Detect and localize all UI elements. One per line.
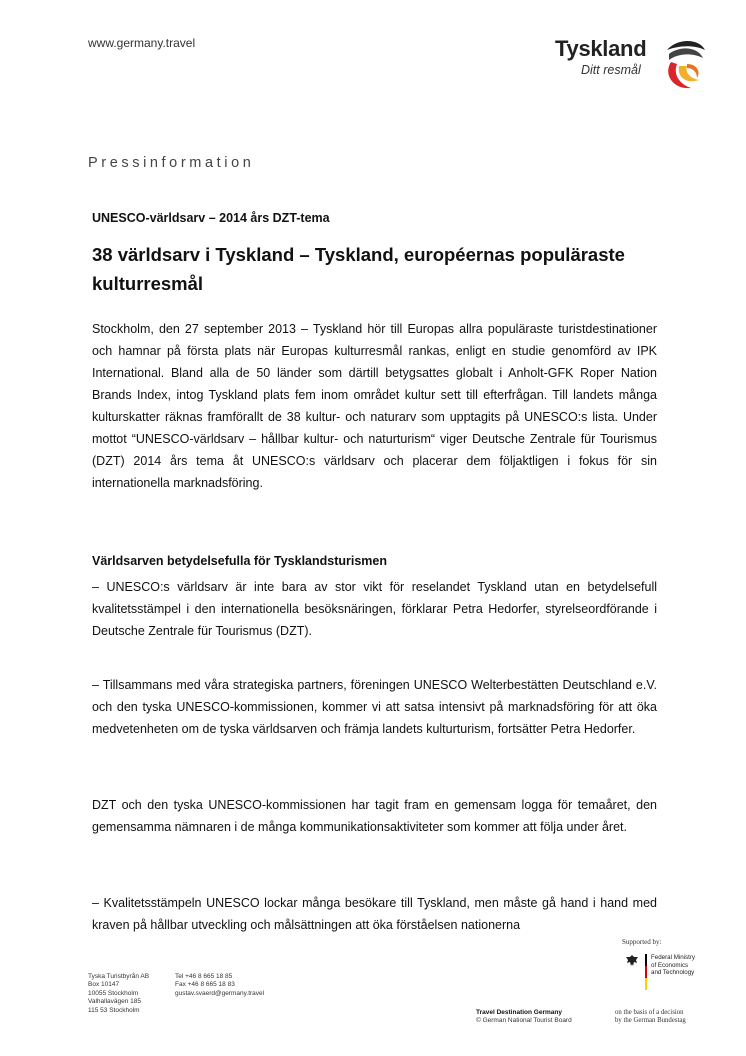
address-line: Box 10147 [88,981,120,989]
ministry-line: and Technology [651,969,695,977]
quote-paragraph-2: – Tillsammans med våra strategiska partners, föreningen UNESCO Welterbestätten Deutschland e.V. och den tyska UNESCO-kommissionen, kommer vi att satsa intensivt på marknadsföring för att öka medvetenheten om de tyska världsarven och främja landets kulturturism, fortsätter Petra Hedorfer. [92,678,657,736]
address-line: Valhallavägen 185 [88,998,142,1006]
ministry-name [651,954,695,977]
phone-line: Tel +46 8 665 18 85 [175,973,233,980]
press-information-label: Pressinformation [88,155,255,171]
quote-paragraph-1: – UNESCO:s världsarv är inte bara av stor vikt för reselandet Tyskland utan en betydelsefull kvalitetsstämpel i den internationella besöksnäringen, förklarar Petra Hedorfer, styrelseordförande i Deutsche Zentrale für Tourismus (DZT). [92,580,657,638]
supported-by-label: Supported by: [622,938,662,946]
german-flag-bar [645,954,647,990]
address-line: Tyska Turistbyrån AB [88,973,150,980]
dzt-paragraph: DZT och den tyska UNESCO-kommissionen har tagit fram en gemensam logga för temaåret, den gemensamma nämnaren i de många kommunikationsaktiviteter som kommer att följa under året. [92,798,657,834]
site-url[interactable]: www.germany.travel [88,36,196,50]
address-line: 115 53 Stockholm [88,1006,140,1014]
footer-tourist-board [476,1009,572,1025]
board-title: Travel Destination Germany [476,1009,562,1016]
quote-paragraph-3: – Kvalitetsstämpeln UNESCO lockar många besökare till Tyskland, men måste gå hand i hand med kraven på hållbar utveckling och målsättningen att öka förståelsen nationerna [92,896,657,932]
federal-eagle-icon [625,954,639,968]
article-headline: 38 världsarv i Tyskland – Tyskland, européernas populäraste kulturresmål [92,244,625,294]
ministry-line: Federal Ministry [651,954,696,961]
ministry-line: of Economics [651,961,689,969]
footer-address [88,973,149,1015]
federal-ministry-logo [625,952,715,992]
footer-bundestag-note [615,1009,686,1025]
address-line: 10055 Stockholm [88,989,139,997]
logo-title: Tyskland [555,36,647,61]
tyskland-logo [555,36,711,92]
article-kicker: UNESCO-världsarv – 2014 års DZT-tema [92,211,330,225]
tyskland-logo-swirl-icon [657,36,709,92]
logo-subtitle: Ditt resmål [581,63,641,77]
lead-paragraph: Stockholm, den 27 september 2013 – Tyskland hör till Europas allra populäraste turistdestinationer och hamnar på första plats när Europas kulturresmål rankas, enligt en studie genomförd av IPK International. Bland alla de 50 länder som därtill betygsattes globalt i Anholt-GFK Roper Nation Brands Index, intog Tyskland plats fem inom området kultur sett till efterfrågan. Till landets många kulturskatter räknas framförallt de 38 kultur- och naturarv som upptagits på UNESCO:s lista. Under mottot “UNESCO-världsarv – hållbar kultur- och naturturism“ viger Deutsche Zentrale für Tourismus (DZT) 2014 års tema åt UNESCO:s världsarv och placerar dem följaktligen i fokus för sin internationella marknadsföring. [92,322,657,490]
fax-line: Fax +46 8 665 18 83 [175,981,235,989]
basis-line: on the basis of a decision [615,1009,684,1016]
board-subtitle: © German National Tourist Board [476,1017,572,1024]
email-link[interactable]: gustav.svaerd@germany.travel [175,989,265,997]
section-subheading: Världsarven betydelsefulla för Tysklandsturismen [92,554,388,568]
footer-contact [175,973,264,998]
basis-line: by the German Bundestag [615,1017,686,1024]
